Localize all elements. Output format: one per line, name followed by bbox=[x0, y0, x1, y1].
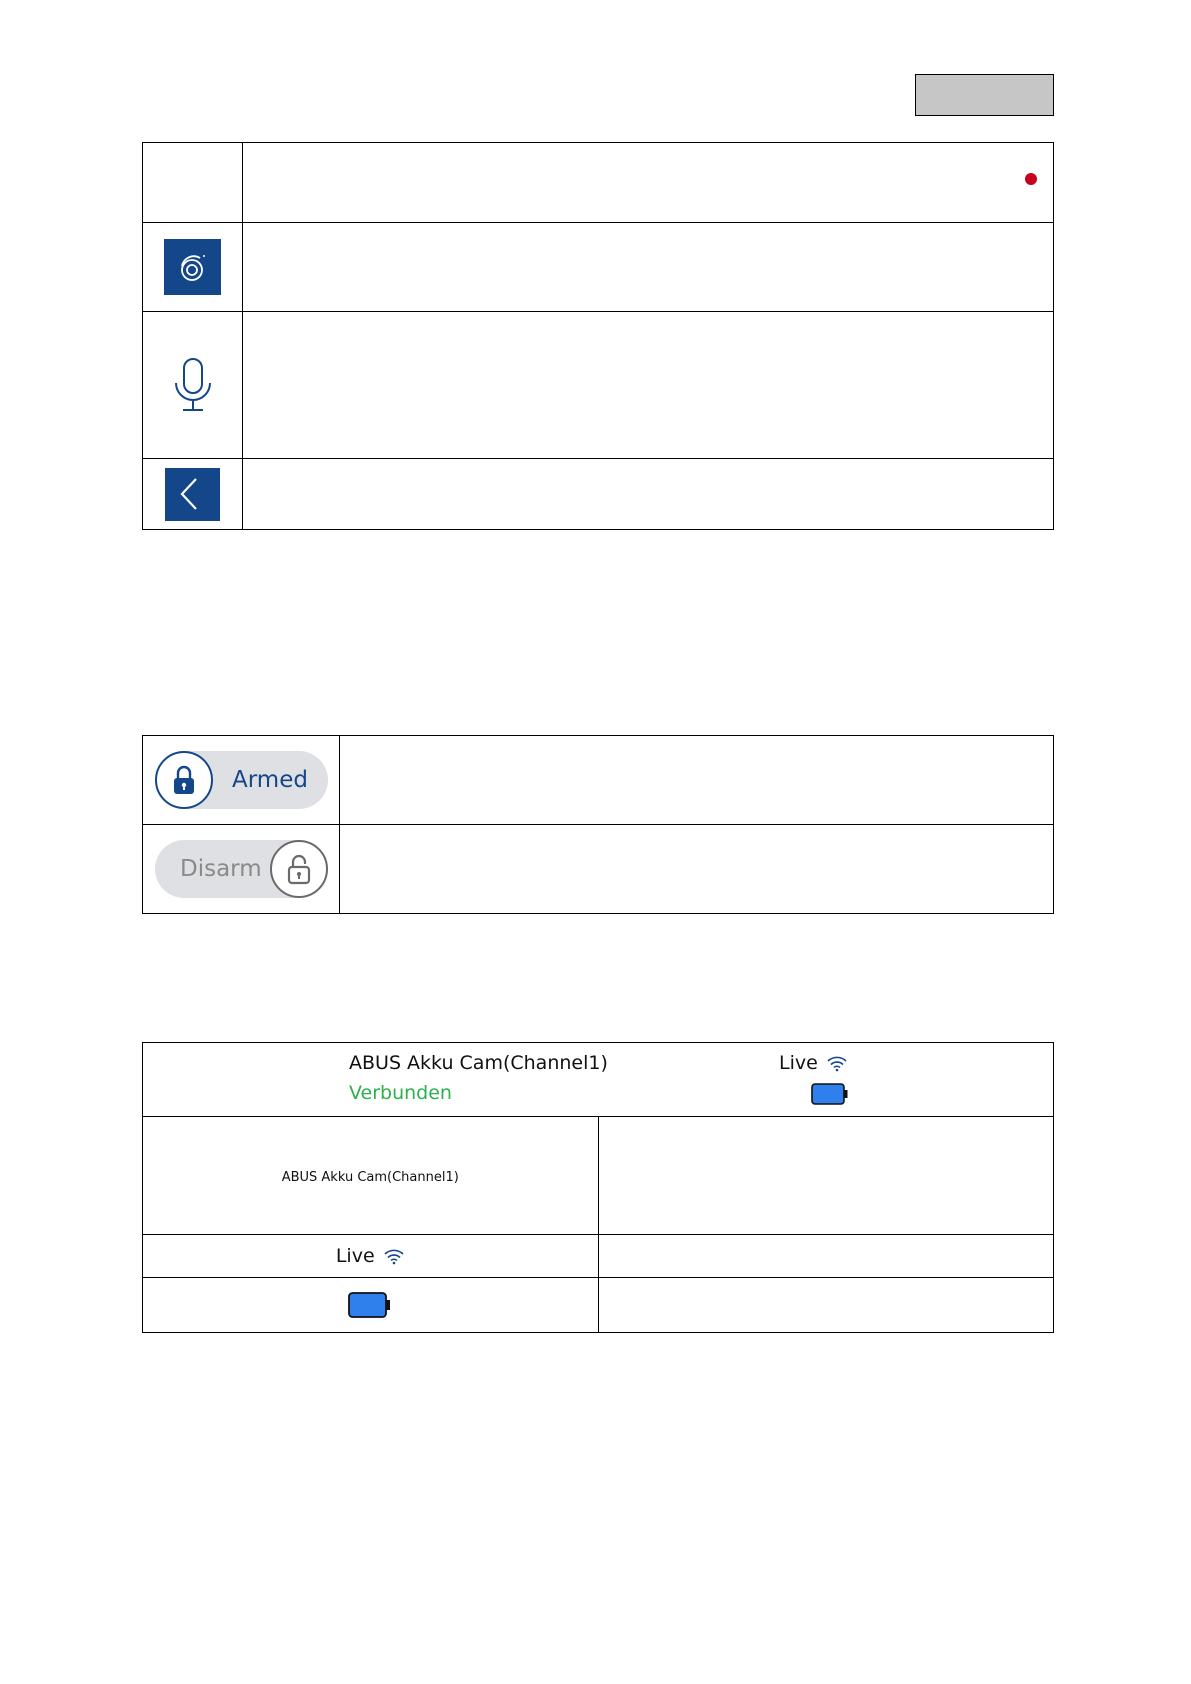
icon-cell bbox=[143, 223, 243, 312]
description-cell bbox=[243, 459, 1054, 530]
icon-cell bbox=[143, 143, 243, 223]
language-indicator-box bbox=[915, 74, 1054, 116]
record-dot-icon bbox=[1025, 173, 1037, 185]
camera-name-small: ABUS Akku Cam(Channel1) bbox=[281, 1169, 459, 1185]
table-row bbox=[143, 1235, 1054, 1278]
live-controls-table bbox=[142, 142, 1054, 530]
wifi-icon bbox=[383, 1248, 405, 1265]
description-cell bbox=[340, 825, 1054, 914]
description-cell bbox=[340, 736, 1054, 825]
battery-icon bbox=[811, 1083, 849, 1105]
camera-name: ABUS Akku Cam(Channel1) bbox=[349, 1052, 608, 1074]
wifi-icon bbox=[826, 1055, 848, 1072]
arm-disarm-table bbox=[142, 735, 1054, 914]
armed-label: Armed bbox=[232, 767, 308, 793]
live-indicator-row bbox=[336, 1244, 405, 1268]
icon-cell bbox=[143, 459, 243, 530]
description-cell bbox=[243, 312, 1054, 459]
live-indicator bbox=[779, 1051, 848, 1075]
camera-status-header bbox=[143, 1043, 1054, 1117]
description-cell bbox=[243, 223, 1054, 312]
microphone-icon[interactable] bbox=[173, 357, 213, 413]
connection-status: Verbunden bbox=[349, 1082, 452, 1104]
table-row bbox=[143, 1278, 1054, 1333]
description-cell bbox=[598, 1117, 1054, 1235]
table-row bbox=[143, 312, 1054, 459]
icon-cell bbox=[143, 736, 340, 825]
icon-cell bbox=[143, 825, 340, 914]
armed-toggle[interactable] bbox=[155, 751, 328, 809]
table-row bbox=[143, 736, 1054, 825]
disarm-label: Disarm bbox=[180, 856, 262, 882]
live-label-row: Live bbox=[335, 1245, 375, 1267]
live-label: Live bbox=[779, 1052, 818, 1074]
icon-cell bbox=[143, 1235, 599, 1278]
icon-cell bbox=[143, 1278, 599, 1333]
description-cell bbox=[598, 1278, 1054, 1333]
table-row bbox=[143, 223, 1054, 312]
table-row bbox=[143, 143, 1054, 223]
disarm-toggle[interactable] bbox=[155, 840, 328, 898]
icon-cell bbox=[143, 1117, 599, 1235]
description-cell bbox=[243, 143, 1054, 223]
table-row bbox=[143, 825, 1054, 914]
snapshot-camera-icon[interactable] bbox=[164, 239, 221, 295]
lock-closed-icon bbox=[155, 751, 213, 809]
table-row bbox=[143, 459, 1054, 530]
battery-icon bbox=[348, 1292, 392, 1318]
description-cell bbox=[598, 1235, 1054, 1278]
lock-open-icon bbox=[270, 840, 328, 898]
table-row bbox=[143, 1043, 1054, 1117]
back-chevron-icon[interactable] bbox=[165, 468, 220, 521]
icon-cell bbox=[143, 312, 243, 459]
camera-status-table bbox=[142, 1042, 1054, 1333]
table-row bbox=[143, 1117, 1054, 1235]
